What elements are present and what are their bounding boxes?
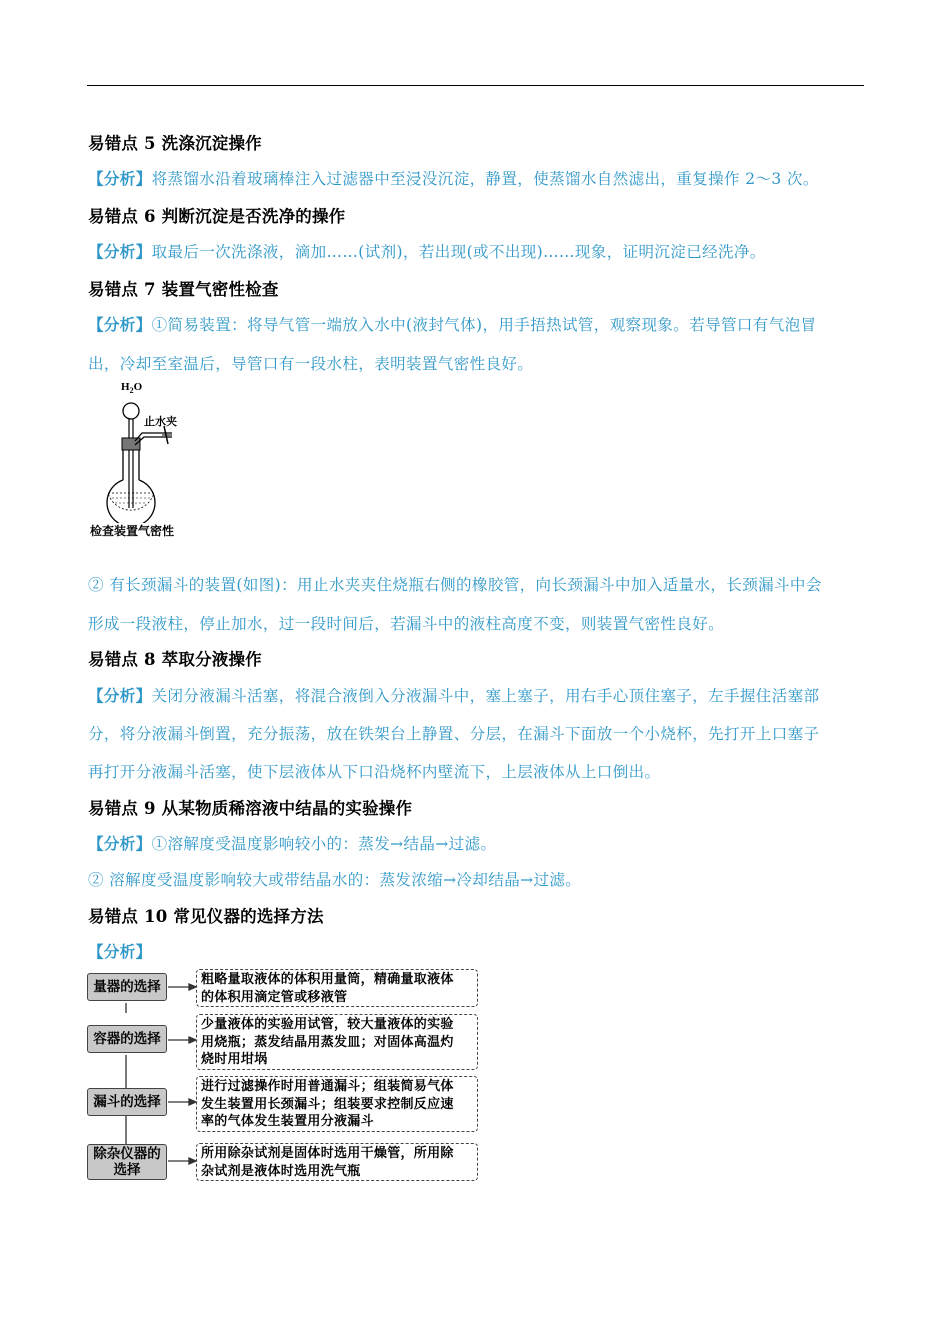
analysis-line (88, 240, 864, 262)
analysis-line (88, 940, 864, 962)
category-box-purify (87, 1144, 167, 1180)
detail-line: 用烧瓶；蒸发结晶用蒸发皿；对固体高温灼 (201, 1034, 454, 1050)
category-line: 选择 (113, 1162, 141, 1178)
analysis-line (88, 832, 864, 854)
analysis-tag: 【分析】 (88, 686, 152, 705)
detail-line: 少量液体的实验用试管，较大量液体的实验 (201, 1017, 454, 1032)
analysis-tag: 【分析】 (88, 242, 152, 261)
detail-line: 杂试剂是液体时选用洗气瓶 (201, 1163, 361, 1179)
heading-section-9: 易错点 9 从某物质稀溶液中结晶的实验操作 (88, 799, 413, 818)
heading-section-5: 易错点 5 洗涤沉淀操作 (88, 134, 262, 153)
analysis-line: 出，冷却至室温后，导管口有一段水柱，表明装置气密性良好。 (88, 355, 534, 373)
analysis-line: 再打开分液漏斗活塞，使下层液体从下口沿烧杯内壁流下，上层液体从上口倒出。 (88, 763, 661, 781)
heading-section-8: 易错点 8 萃取分液操作 (88, 650, 262, 669)
detail-line: 率的气体发生装置用分液漏斗 (201, 1114, 374, 1129)
category-line: 除杂仪器的 (93, 1146, 161, 1162)
rubber-stopper (122, 438, 140, 450)
analysis-line: ② 有长颈漏斗的装置(如图)：用止水夹夹住烧瓶右侧的橡胶管，向长颈漏斗中加入适量水，长颈漏斗中会 (88, 576, 822, 594)
detail-line: 所用除杂试剂是固体时选用干燥管，所用除 (201, 1146, 454, 1161)
analysis-tag: 【分析】 (88, 169, 152, 188)
analysis-line (88, 313, 864, 335)
analysis-line (88, 684, 864, 706)
category-box-container: 容器的选择 (87, 1025, 167, 1053)
analysis-line (88, 167, 864, 189)
analysis-tag: 【分析】 (88, 942, 152, 961)
water-label: $H_2O$ (121, 381, 143, 395)
category-box-measure: 量器的选择 (87, 973, 167, 1001)
round-bottom-flask (107, 480, 155, 523)
analysis-text: ①溶解度受温度影响较小的：蒸发→结晶→过滤。 (151, 835, 497, 853)
analysis-tag: 【分析】 (88, 834, 152, 853)
detail-box-measure (196, 969, 478, 1007)
analysis-text: 关闭分液漏斗活塞，将混合液倒入分液漏斗中，塞上塞子，用右手心顶住塞子，左手握住活塞部 (151, 687, 820, 705)
detail-line: 进行过滤操作时用普通漏斗；组装简易气体 (201, 1079, 454, 1094)
category-box-funnel: 漏斗的选择 (87, 1088, 167, 1116)
analysis-tag: 【分析】 (88, 315, 152, 334)
funnel-bulb (123, 403, 139, 419)
detail-box-funnel (196, 1076, 478, 1132)
heading-section-10: 易错点 10 常见仪器的选择方法 (88, 907, 324, 926)
analysis-text: 取最后一次洗涤液，滴加……(试剂)，若出现(或不出现)……现象，证明沉淀已经洗净。 (151, 243, 766, 261)
airtightness-apparatus-figure (88, 378, 198, 523)
figure-caption: 检查装置气密性 (90, 524, 175, 538)
detail-line: 发生装置用长颈漏斗；组装要求控制反应速 (201, 1096, 454, 1112)
analysis-text: ①简易装置：将导气管一端放入水中(液封气体)，用手捂热试管，观察现象。若导管口有气泡冒 (151, 316, 817, 334)
detail-line: 烧时用坩埚 (201, 1052, 268, 1067)
analysis-line: 分，将分液漏斗倒置，充分振荡，放在铁架台上静置、分层，在漏斗下面放一个小烧杯，先打开上口塞子 (88, 725, 820, 743)
detail-box-container (196, 1014, 478, 1070)
heading-section-6: 易错点 6 判断沉淀是否洗净的操作 (88, 207, 346, 226)
analysis-line: 形成一段液柱，停止加水，过一段时间后，若漏斗中的液柱高度不变，则装置气密性良好。 (88, 615, 725, 633)
heading-section-7: 易错点 7 装置气密性检查 (88, 280, 279, 299)
analysis-line: ② 溶解度受温度影响较大或带结晶水的：蒸发浓缩→冷却结晶→过滤。 (88, 871, 582, 889)
clip-label: 止水夹 (144, 416, 177, 428)
detail-line: 粗略量取液体的体积用量筒，精确量取液体 (201, 972, 454, 987)
header-rule (87, 85, 864, 86)
detail-box-purify (196, 1143, 478, 1181)
detail-line: 的体积用滴定管或移液管 (201, 989, 348, 1005)
analysis-text: 将蒸馏水沿着玻璃棒注入过滤器中至浸没沉淀，静置，使蒸馏水自然滤出，重复操作 2～3 次。 (151, 170, 819, 188)
